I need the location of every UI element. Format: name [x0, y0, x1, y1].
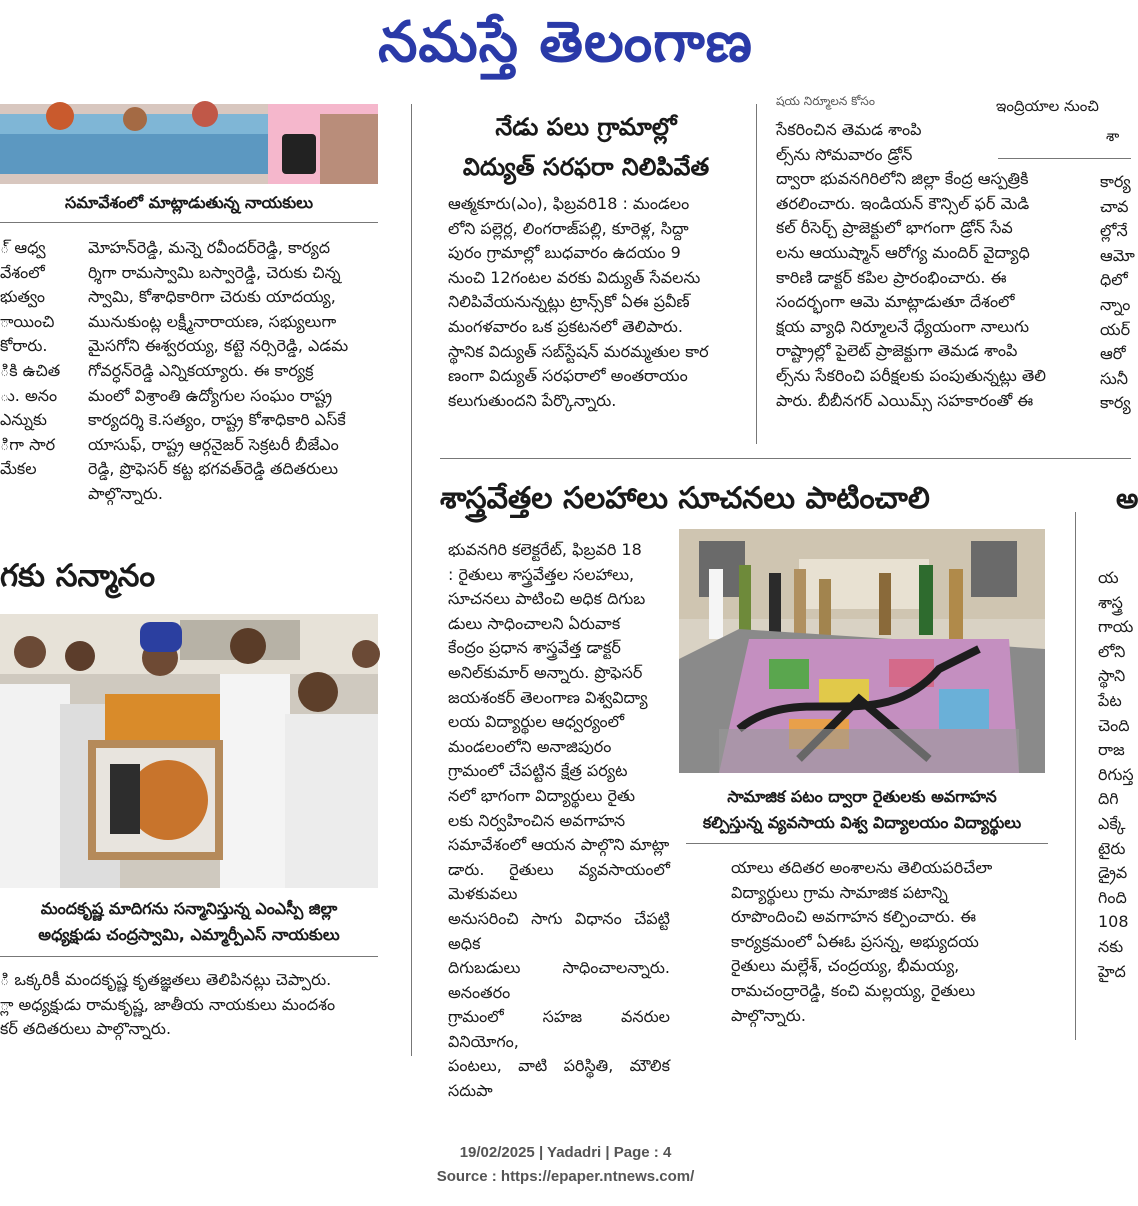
meeting-photo [0, 104, 378, 184]
scientists-body-right: యాలు తదితర అంశాలను తెలియపరిచేలా విద్యార్థులు గ్రామ సామాజిక పటాన్ని రూపొందించి అవగాహన కల్పించారు. ఈ కార్యక్రమంలో ఏఈఓ ప్రసన్న, అభ్యుదయ రైతులు మల్లేశ్‌, చంద్రయ్య, భీమయ్య, రామచంద్రారెడ్డి, కంచి మల్లయ్య, రైతులు పాల్గొన్నారు. [731, 858, 993, 1025]
felicitation-photo [0, 614, 378, 888]
social-map-caption-line1: సామాజిక పటం ద్వారా రైతులకు అవగాహన [727, 787, 997, 806]
social-map-photo [679, 529, 1045, 773]
column-rule-1 [411, 104, 412, 1056]
footer-source: Source : https://epaper.ntnews.com/ [436, 1168, 695, 1185]
column-rule-3 [1075, 512, 1076, 1040]
drone-body: సేకరించిన తెమడ శాంపి ల్స్‌ను సోమవారం డ్రోన్‌ ద్వారా భువనగిరిలోని జిల్లా కేంద్ర ఆస్పత్రికి తరలించారు. ఇండియన్‌ కౌన్సిల్‌ ఫర్‌ మెడి కల్‌ రీసెర్చ్‌ ప్రాజెక్టులో భాగంగా డ్రోన్‌ సేవ లను ఆయుష్మాన్‌ ఆరోగ్య మందిర్‌ వైద్యాధి కారిణి డాక్టర్‌ కపిల ప్రారంభించారు. ఈ సందర్భంగా ఆమె మాట్లాడుతూ దేశంలో క్షయ వ్యాధి నిర్మూలనే ధ్యేయంగా నాలుగు రాష్ట్రాల్లో పైలెట్‌ ప్రాజెక్టుగా తెమడ శాంపి ల్స్‌ను సేకరించి పరీక్షలకు పంపుతున్నట్లు తెలి పారు. బీబీనగర్‌ ఎయిమ్స్‌ సహకారంతో ఈ [776, 120, 1047, 410]
scientists-body-left: భువనగిరి కలెక్టరేట్‌, ఫిబ్రవరి 18 : రైతులు శాస్త్రవేత్తల సలహాలు, సూచనలు పాటించి అధిక దిగుబ డులు సాధించాలని ఏరువాక కేంద్రం ప్రధాన శాస్త్రవేత్త డాక్టర్‌ అనిల్‌కుమార్‌ అన్నారు. ప్రొఫెసర్‌ జయశంకర్‌ తెలంగాణ విశ్వవిద్యా లయ విద్యార్థుల ఆధ్వర్యంలో మండలంలోని అనాజిపురం గ్రామంలో చేపట్టిన క్షేత్ర పర్యట నలో భాగంగా విద్యార్థులు రైతు లకు నిర్వహించిన అవగాహన సమావేశంలో ఆయన పాల్గొని మాట్లా డారు. రైతులు వ్యవసాయంలో మెళకువలు అనుసరించి సాగు విధానం చేపట్టి అధిక దిగుబడులు సాధించాలన్నారు. అనంతరం గ్రామంలో సహజ వనరుల వినియోగం, పంటలు, వాటి పరిస్థితి, మౌలిక సదుపా [448, 540, 670, 1101]
col5-fragments: య శాస్త్ర గాయ లోని స్థాని పేట చెంది రాజ రిగుస్త దిగి ఎక్కే టైరు డ్రైవ గింది 108 నకు హైద [1098, 568, 1134, 981]
col4-fragments: కార్య చావ ల్లోనే ఆమో ధిలో న్నాం యర్‌ ఆరో సునీ కార్య [1100, 172, 1135, 413]
masthead-title: నమస్తే తెలంగాణ [378, 9, 753, 75]
felicitation-caption-line1: మందకృష్ణ మాదిగను సన్మానిస్తున్న ఎంఎస్పీ జిల్లా [40, 899, 338, 918]
row-rule-scientists [440, 458, 1131, 459]
col1-headline: గకు సన్మానం [0, 558, 156, 594]
footer-date-edition: 19/02/2025 | Yadadri | Page : 4 [459, 1144, 672, 1161]
power-headline-2: విద్యుత్‌ సరఫరా నిలిపివేత [462, 153, 710, 181]
col1-body: మోహన్‌రెడ్డి, మన్నె రవీందర్‌రెడ్డి, కార్యద ర్శిగా రామస్వామి బస్వారెడ్డి, చెరుకు చిన్న స్వామి, కోశాధికారిగా చెరుకు యాదయ్య, మునుకుంట్ల లక్ష్మీనారాయణ, సభ్యులుగా మైసగోని ఈశ్వరయ్య, కట్టె నర్సిరెడ్డి, ఎడమ గోవర్ధన్‌రెడ్డి ఎన్నికయ్యారు. ఈ కార్యక్ర మంలో విశ్రాంతి ఉద్యోగుల సంఘం రాష్ట్ర కార్యదర్శి కె.సత్యం, రాష్ట్ర కోశాధికారి ఎస్‌కే యాసుఫ్‌, రాష్ట్ర ఆర్గనైజర్‌ సెక్రటరీ బీజేఎం రెడ్డి, ప్రొఫెసర్‌ కట్ట భగవత్‌రెడ్డి తదితరులు పాల్గొన్నారు. [88, 238, 349, 503]
social-map-caption-line2: కల్పిస్తున్న వ్యవసాయ విశ్వ విద్యాలయం విద్యార్థులు [702, 813, 1022, 832]
col5-headline-fragment: అ [1116, 482, 1138, 515]
caption-rule [0, 222, 378, 223]
col1-bottom-text: ి ఒక్కరికీ మందకృష్ణ కృతజ్ఞతలు తెలిపినట్లు చెప్పారు. ్లా అధ్యక్షుడు రామకృష్ణ, జాతీయ నాయకులు మందశం కర్‌ తదితరులు పాల్గొన్నారు. [0, 970, 336, 1039]
scientists-headline: శాస్త్రవేత్తల సలహాలు సూచనలు పాటించాలి [440, 481, 930, 516]
col4-top-line2: శా [1106, 127, 1120, 145]
power-headline-1: నేడు పలు గ్రామాల్లో [495, 113, 677, 141]
col1-left-fragments: ్‌ ఆధ్వ వేశంలో భుత్వం ాయించి కోరారు. ికి ఉచిత ు. అనం ఎన్నుకు ిగా సార మేకల [0, 238, 61, 479]
drone-top-fragment: షయ నిర్మూలన కోసం [776, 94, 875, 108]
power-body: ఆత్మకూరు(ఎం), ఫిబ్రవరి18 : మండలం లోని పల్లెర్ల, లింగరాజ్‌పల్లి, కూరెళ్ల, సిద్దా పురం గ్రామాల్లో బుధవారం ఉదయం 9 నుంచి 12గంటల వరకు విద్యుత్‌ సేవలను నిలిపివేయనున్నట్లు ట్రాన్స్‌కో ఏఈ ప్రవీణ్‌ మంగళవారం ఒక ప్రకటనలో తెలిపారు. స్థానిక విద్యుత్‌ సబ్‌స్టేషన్‌ మరమ్మతుల కార ణంగా విద్యుత్‌ సరఫరాలో అంతరాయం కలుగుతుందని పేర్కొన్నారు. [448, 194, 709, 410]
felicitation-caption-line2: అధ్యక్షుడు చంద్రస్వామి, ఎమ్మార్పీఎస్‌ నాయకులు [38, 925, 340, 944]
row-rule-caption [686, 843, 1048, 844]
felicitation-caption-rule [0, 956, 378, 957]
col4-top-line1: ఇంద్రియాల నుంచి [996, 97, 1099, 115]
column-rule-2 [756, 104, 757, 444]
meeting-photo-caption: సమావేశంలో మాట్లాడుతున్న నాయకులు [64, 193, 314, 212]
